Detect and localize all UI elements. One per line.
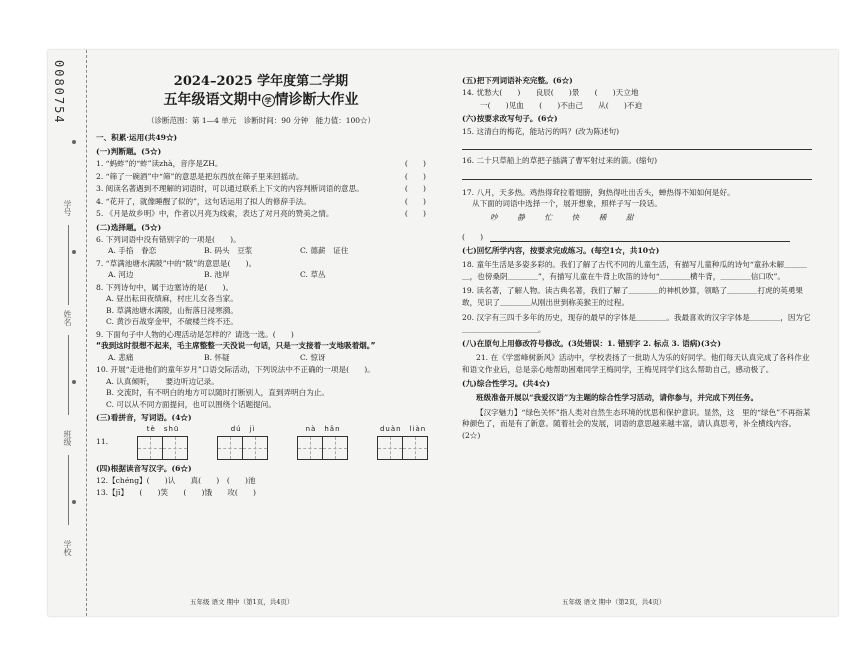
exam-subtitle: （诊断范围：第 1—4 单元 诊断时间：90 分钟 能力值：100☆）: [146, 115, 376, 125]
section-heading: (八)在原句上用修改符号修改。(3处错误：1. 错别字 2. 标点 3. 语病)(3☆): [462, 339, 721, 349]
section-heading: (五)把下列词语补充完整。(6☆): [462, 76, 573, 85]
exam-title: [96, 92, 426, 110]
question-10: 10. 开展“走进他们的童年岁月”口语交际活动，下列说法中不正确的一项是( )。: [96, 365, 375, 375]
question-9: 9. 下面句子中人物的心理活动是怎样的？请选一选。( ): [96, 329, 294, 339]
pinyin-item: [378, 425, 428, 460]
binding-line: [68, 225, 69, 305]
question-15: 15. 这清白的梅花，能玷污的吗？(改为陈述句): [462, 126, 620, 136]
question-9-quote: “我到这时很想不起来，毛主席整整一天没说一句话，只是一支接着一支地吸着烟。”: [96, 341, 376, 351]
section-heading: (三)看拼音，写词语。(4☆): [96, 413, 192, 423]
question-14b: 一( )见血 ( )不由己 从( )不迫: [480, 100, 643, 110]
options-9: A. 悲痛 B. 怀疑 C. 惊讶: [108, 352, 326, 362]
part-heading: 一、积累·运用(共49☆): [96, 133, 178, 143]
question-17-words: 吵 静 忙 快 稀 甜: [490, 212, 640, 222]
activity-intro: 班级准备开展以“我爱汉语”为主题的综合性学习活动，请你参与，并完成下列任务。: [476, 392, 759, 402]
left-page: [96, 66, 426, 498]
question-7: 7. “草满池塘水满陂”中的“陂”的意思是( )。: [96, 258, 257, 268]
question-17: 17. 八月，天多热。鸡热得耷拉着翅膀，狗热得吐出舌头，蝉热得不知如何是好。: [462, 187, 735, 197]
pinyin-item: [138, 425, 188, 460]
right-page: [462, 66, 812, 442]
binding-line: [68, 455, 69, 525]
judge-question: 5. 《月是故乡明》中，作者以月亮为线索，表达了对月亮的赞美之情。 ( ): [96, 209, 426, 219]
binding-dot: [72, 500, 76, 504]
write-cell[interactable]: [297, 436, 323, 460]
write-cell[interactable]: [322, 436, 348, 460]
section-heading: (九)综合性学习。(共4☆): [462, 379, 550, 389]
binding-field-class: 班级: [63, 430, 72, 446]
option-8b: B. 草满池塘水满陂，山衔落日浸寒漪。: [106, 305, 238, 315]
binding-field-name: 姓名: [63, 310, 72, 326]
exam-title-pre: 五年级语文期中: [163, 92, 262, 109]
page-footer-left: 五年级 语文 期中（第1页，共4页）: [190, 598, 294, 606]
option-8c: C. 黄沙百战穿金甲，不破楼兰终不还。: [106, 317, 238, 327]
option-10c: C. 可以从不同方面提问，也可以围绕个话题提问。: [106, 399, 276, 409]
question-21: 21. 在《学雷峰树新风》活动中，学校表扬了一批助人为乐的好同学。他们每天认真完成了各科作业和语文作业后，总是亲心地帮助困难同学王梅同学，王梅见同学们这么帮助自己，感动极了。: [462, 352, 810, 374]
exam-title-post: 情诊断大作业: [274, 92, 359, 109]
question-19: 19. 读名著，了解人物。读古典名著，我们了解了＿＿＿＿的神机妙算，领略了＿＿＿＿打虎的英勇果敢，见识了＿＿＿＿从刚出世到称美猴王的过程。: [462, 286, 804, 308]
question-8: 8. 下列诗句中，属于边塞诗的是( )。: [96, 282, 234, 292]
section-heading: (一)判断题。(5☆): [96, 146, 162, 156]
question-20: 20. 汉字有三四千多年的历史，现存的最早的字体是＿＿＿＿。我最喜欢的汉字字体是＿＿＿＿，因为它＿＿＿＿＿＿＿＿＿＿。: [462, 312, 811, 334]
options-6: A. 手掐 眷恋 B. 码头 豆浆 C. 德薪 证住: [108, 246, 349, 256]
serial-number: 0080754: [52, 60, 66, 125]
circle-mark-icon: 学: [262, 94, 275, 107]
pinyin-item: [218, 425, 268, 460]
answer-line[interactable]: [490, 231, 790, 242]
question-17-answer: [462, 228, 812, 242]
section-heading: (四)根据读音写汉字。(6☆): [96, 463, 192, 473]
binding-margin: [48, 50, 87, 616]
judge-question: 3. 阅读名著遇到不理解的词语时，可以通过联系上下文的内容判断词语的意思。 ( ): [96, 184, 426, 194]
write-cell[interactable]: [217, 436, 243, 460]
section-heading: (二)选择题。(5☆): [96, 222, 162, 232]
write-cell[interactable]: [137, 436, 163, 460]
judge-question: 4. “花开了，就像睡醒了似的”，这句话运用了拟人的修辞手法。 ( ): [96, 196, 426, 206]
binding-field-student-id: 学号: [63, 200, 72, 216]
answer-paren: ( ): [462, 232, 484, 242]
pinyin-text: dú jì: [230, 424, 256, 433]
option-8a: A. 昼出耘田夜绩麻，村庄儿女各当家。: [106, 294, 238, 304]
binding-dot: [72, 380, 76, 384]
question-16: 16. 二十只草船上的草把子插满了曹军射过来的箭。(缩句): [462, 156, 658, 166]
section-heading: (六)按要求改写句子。(6☆): [462, 114, 558, 124]
question-18: 18. 童年生活是多姿多彩的。我们了解了古代不同的儿童生活，有描写儿童种瓜的诗句“童孙未解＿＿＿＿，也傍桑阴＿＿＿＿”，有描写儿童在牛背上吹笛的诗句“＿＿＿＿横牛背，＿＿＿＿信口吹”。: [462, 259, 807, 281]
pinyin-text: duàn liàn: [379, 424, 427, 433]
judge-question: 2. “筛了一碗酒”中“筛”的意思是把东西放在筛子里来回摇动。 ( ): [96, 171, 426, 181]
pinyin-grid-row: [96, 425, 426, 460]
binding-field-school: 学校: [63, 540, 72, 556]
section-heading: (七)回忆所学内容，按要求完成练习。(每空1☆，共10☆): [462, 246, 660, 256]
question-17-instruction: 从下面的词语中选择一个，展开想象，照样子写一段话。: [472, 199, 662, 209]
binding-dot: [72, 140, 76, 144]
question-12: 12.【chéng】( )认 真( ) ( )池: [96, 475, 256, 485]
judge-question: 1. “蚂蚱”的“蚱”读zhà，音序是ZH。 ( ): [96, 159, 426, 169]
write-cell[interactable]: [242, 436, 268, 460]
task-hanzi-charm: 【汉字魅力】“绿色关怀”指人类对自然生态环境的忧思和保护意识。显然，这 里的“绿色”不再指某种颜色了，而是有了新意。随着社会的发展，词语的意思越来越丰富，请认真思考，补全横线内容。(2☆): [462, 407, 811, 441]
answer-line[interactable]: [462, 169, 812, 180]
pinyin-item: [298, 425, 348, 460]
binding-dot: [72, 250, 76, 254]
question-14a: 14. 忧愁大( ) 良辰( )景 ( )天立地: [462, 88, 639, 98]
answer-line[interactable]: [462, 139, 812, 150]
options-7: A. 河边 B. 池岸 C. 草丛: [108, 270, 326, 280]
binding-line: [68, 335, 69, 415]
pinyin-text: tè shū: [146, 424, 180, 433]
page-footer-right: 五年级 语文 期中（第2页，共4页）: [562, 598, 666, 606]
option-10b: B. 交流时，有不明白的地方可以随时打断别人，直到弄明白为止。: [106, 388, 330, 398]
write-cell[interactable]: [377, 436, 403, 460]
option-10a: A. 认真倾听， 要边听边记录。: [106, 376, 219, 386]
write-cell[interactable]: [162, 436, 188, 460]
question-13: 13.【jī】 ( )笑 ( )饿 攻( ): [96, 488, 256, 498]
question-6: 6. 下列词语中没有错别字的一项是( )。: [96, 235, 241, 244]
pinyin-text: nà hǎn: [305, 424, 341, 433]
exam-title-year: 2024–2025 学年度第二学期: [173, 74, 349, 89]
write-cell[interactable]: [402, 436, 428, 460]
question-11-label: 11.: [96, 436, 109, 446]
